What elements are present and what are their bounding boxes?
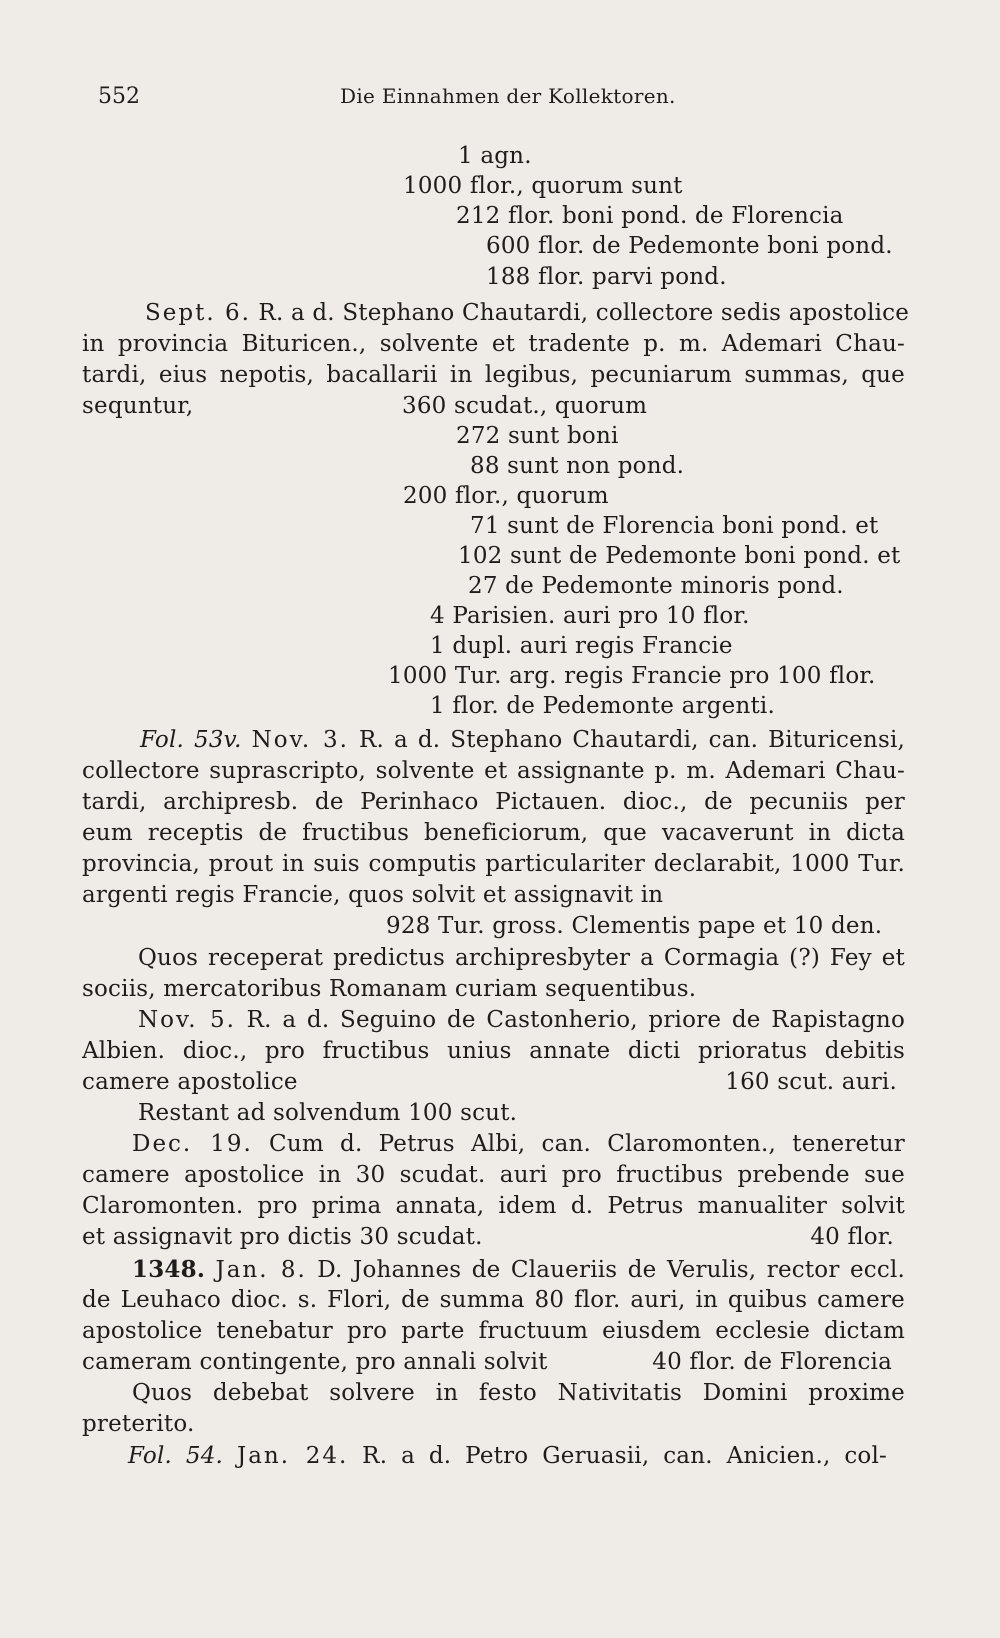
text-line xyxy=(128,1441,887,1472)
text-line: provincia, prout in suis computis particulariter declarabit, 1000 Tur. xyxy=(82,851,905,877)
text-line: argenti regis Francie, quos solvit et assignavit in xyxy=(82,882,664,908)
line-start: cameram contingente, pro annali solvit xyxy=(82,1349,548,1375)
text-line: 1 dupl. auri regis Francie xyxy=(430,633,733,659)
text-line xyxy=(138,1005,905,1036)
entry-date: Dec. 19. xyxy=(132,1131,253,1157)
text-line: de Leuhaco dioc. s. Flori, de summa 80 flor. auri, in quibus camere xyxy=(82,1287,905,1313)
text-line xyxy=(145,298,910,329)
text-line: 272 sunt boni xyxy=(456,423,619,449)
entry-text: R. a d. Stephano Chautardi, collectore sedis apostolice xyxy=(258,300,910,326)
text-line: 1000 flor., quorum sunt xyxy=(403,173,683,199)
text-line: sociis, mercatoribus Romanam curiam sequentibus. xyxy=(82,976,697,1002)
text-line: camere apostolice in 30 scudat. auri pro fructibus prebende sue xyxy=(82,1162,905,1188)
entry-text: R. a d. Stephano Chautardi, can. Bituricensi, xyxy=(358,727,906,753)
text-line: 188 flor. parvi pond. xyxy=(486,264,727,290)
text-line xyxy=(82,1347,892,1378)
folio-ref: Fol. 54. xyxy=(128,1443,224,1469)
text-line: 1 flor. de Pedemonte argenti. xyxy=(430,693,775,719)
entry-text: R. a d. Seguino de Castonherio, priore de Rapistagno xyxy=(246,1007,905,1033)
text-line: Quos debebat solvere in festo Nativitatis Domini proxime xyxy=(132,1380,905,1406)
text-line: 4 Parisien. auri pro 10 flor. xyxy=(430,603,750,629)
line-amount: 160 scut. auri. xyxy=(725,1069,897,1095)
text-line xyxy=(132,1129,905,1160)
entry-text: D. Johannes de Claueriis de Verulis, rector eccl. xyxy=(317,1257,906,1283)
text-line: 1 agn. xyxy=(458,143,532,169)
line-amount: 40 flor. xyxy=(810,1224,894,1250)
entry-text: R. a d. Petro Geruasii, can. Anicien., col- xyxy=(362,1443,887,1469)
line-amount: 40 flor. de Florencia xyxy=(652,1349,892,1375)
entry-text: Cum d. Petrus Albi, can. Claromonten., teneretur xyxy=(269,1131,905,1157)
text-line: 600 flor. de Pedemonte boni pond. xyxy=(486,233,893,259)
text-line: eum receptis de fructibus beneficiorum, que vacaverunt in dicta xyxy=(82,820,905,846)
text-line xyxy=(82,391,905,422)
line-start: sequntur, xyxy=(82,393,194,419)
text-line: Claromonten. pro prima annata, idem d. Petrus manualiter solvit xyxy=(82,1193,905,1219)
line-start: et assignavit pro dictis 30 scudat. xyxy=(82,1224,483,1250)
text-line: apostolice tenebatur pro parte fructuum eiusdem ecclesie dictam xyxy=(82,1318,905,1344)
text-line: 212 flor. boni pond. de Florencia xyxy=(456,203,844,229)
year-heading: 1348. xyxy=(132,1256,206,1283)
folio-ref: Fol. 53v. xyxy=(140,727,242,753)
text-line: Albien. dioc., pro fructibus unius annate dicti prioratus debitis xyxy=(82,1038,905,1064)
entry-date: Nov. 3. xyxy=(251,727,349,753)
line-start: camere apostolice xyxy=(82,1069,298,1095)
entry-date: Jan. 24. xyxy=(236,1443,349,1469)
entry-date: Jan. 8. xyxy=(215,1257,307,1283)
text-line: 928 Tur. gross. Clementis pape et 10 den. xyxy=(386,913,883,939)
text-line xyxy=(82,1067,897,1098)
page-number: 552 xyxy=(98,84,140,109)
text-line: 71 sunt de Florencia boni pond. et xyxy=(470,513,879,539)
text-line: 88 sunt non pond. xyxy=(470,453,685,479)
text-line: 102 sunt de Pedemonte boni pond. et xyxy=(458,543,901,569)
text-line: Quos receperat predictus archipresbyter a Cormagia (?) Fey et xyxy=(138,945,905,971)
text-line: in provincia Bituricen., solvente et tradente p. m. Ademari Chau- xyxy=(82,331,905,357)
text-line xyxy=(132,1254,905,1286)
text-line: Restant ad solvendum 100 scut. xyxy=(138,1100,518,1126)
text-line: collectore suprascripto, solvente et assignante p. m. Ademari Chau- xyxy=(82,758,905,784)
entry-date: Nov. 5. xyxy=(138,1007,236,1033)
running-title: Die Einnahmen der Kollektoren. xyxy=(340,84,676,108)
text-line: 27 de Pedemonte minoris pond. xyxy=(468,573,844,599)
text-line xyxy=(82,1222,894,1253)
entry-date: Sept. 6. xyxy=(145,300,251,326)
text-line: 1000 Tur. arg. regis Francie pro 100 flor. xyxy=(388,663,876,689)
text-line: tardi, archipresb. de Perinhaco Pictauen. dioc., de pecuniis per xyxy=(82,789,905,815)
text-line: tardi, eius nepotis, bacallarii in legibus, pecuniarum summas, que xyxy=(82,362,905,388)
line-amount: 360 scudat., quorum xyxy=(402,393,648,419)
text-line xyxy=(140,725,905,756)
text-line: preterito. xyxy=(82,1411,195,1437)
text-line: 200 flor., quorum xyxy=(403,483,609,509)
